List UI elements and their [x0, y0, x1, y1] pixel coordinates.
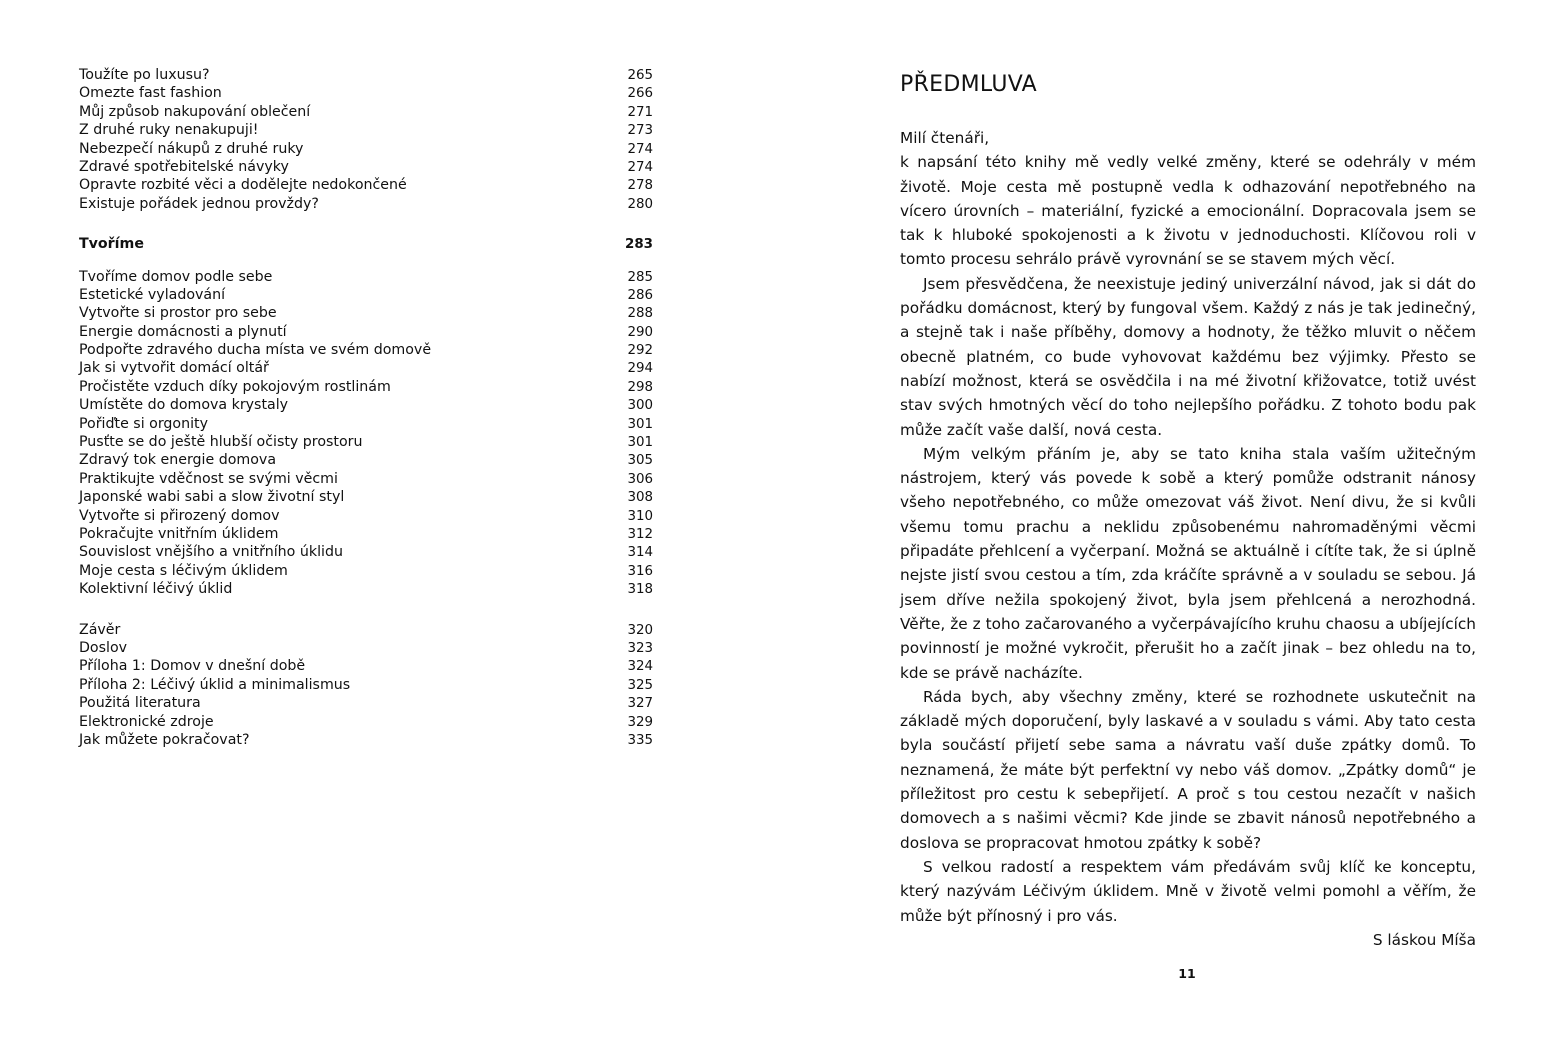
toc-entry	[79, 415, 653, 433]
toc-entry-title: Japonské wabi sabi a slow životní styl	[79, 489, 345, 506]
toc-entry	[79, 268, 653, 286]
toc-entry-page: 310	[627, 508, 653, 524]
toc-entry-page: 288	[627, 306, 653, 322]
toc-entry-page: 294	[627, 361, 653, 377]
toc-entry	[79, 580, 653, 598]
page-number: 11	[1178, 966, 1196, 981]
toc-entry-page: 274	[627, 159, 653, 175]
toc-entry-title: Omezte fast fashion	[79, 85, 222, 102]
toc-entry-title: Závěr	[79, 621, 121, 638]
paragraph: Jsem přesvědčena, že neexistuje jediný univerzální návod, jak si dát do pořádku domácnost, který by fungoval všem. Každý z nás je tak jedinečný, a stejně tak i naše příběhy, domovy a hodnoty, že těžko mluvit o něčem obecně platném, co bude vyhovovat každému bez výjimky. Přesto se nabízí možnost, která se osvědčila i na mé životní křižovatce, totiž uvést stav svých hmotných věcí do toho nejlepšího pořádku. Z tohoto bodu pak může začít vaše další, nová cesta.	[900, 274, 1476, 439]
toc-group-3	[79, 621, 653, 750]
toc-entry-title: Toužíte po luxusu?	[79, 67, 210, 83]
toc-entry-title: Moje cesta s léčivým úklidem	[79, 562, 288, 579]
toc-entry-title: Příloha 1: Domov v dnešní době	[79, 658, 306, 675]
toc-entry-title: Existuje pořádek jednou provždy?	[79, 195, 319, 212]
toc-entry	[79, 525, 653, 543]
toc-section-heading	[79, 235, 653, 253]
toc-entry	[79, 66, 653, 84]
toc-entry-page: 323	[627, 640, 653, 656]
toc-entry-page: 300	[627, 398, 653, 414]
signature: S láskou Míša	[1372, 930, 1476, 949]
toc-entry-title: Zdravé spotřebitelské návyky	[79, 158, 289, 175]
toc-entry	[79, 195, 653, 213]
toc-entry-page: 318	[627, 582, 653, 598]
toc-entry	[79, 713, 653, 731]
toc-entry-title: Estetické vyladování	[79, 286, 226, 303]
toc-entry-title: Zdravý tok energie domova	[79, 452, 277, 469]
toc-entry-title: Můj způsob nakupování oblečení	[79, 103, 311, 120]
toc-entry	[79, 341, 653, 359]
toc-entry	[79, 176, 653, 194]
toc-entry-page: 325	[627, 677, 653, 693]
paragraph: k napsání této knihy mě vedly velké změny, které se odehrály v mém životě. Moje cesta mě postupně vedla k odhazování nepotřebného na vícero úrovních – materiální, fyzické a emocionální. Dopracovala jsem se tak k hluboké spokojenosti a k životu v jednoduchosti. Klíčovou roli v tomto procesu sehrálo právě vyrovnání se se stavem mých věcí.	[900, 153, 1476, 269]
toc-entry	[79, 396, 653, 414]
toc-entry-title: Použitá literatura	[79, 695, 201, 712]
toc-entry-page: 271	[627, 104, 653, 120]
paragraph: S velkou radostí a respektem vám předávám svůj klíč ke konceptu, který nazývám Léčivým úklidem. Mně v životě velmi pomohl a věřím, že může být přínosný i pro vás.	[900, 857, 1476, 925]
toc-entry-page: 316	[627, 563, 653, 579]
toc-entry-page: 305	[627, 453, 653, 469]
toc-entry-page: 273	[627, 123, 653, 139]
chapter-title: PŘEDMLUVA	[900, 72, 1038, 97]
toc-entry-title: Pořiďte si orgonity	[79, 415, 208, 432]
toc-entry	[79, 470, 653, 488]
toc-entry-page: 308	[627, 490, 653, 506]
toc-entry-page: 274	[627, 141, 653, 157]
toc-entry	[79, 158, 653, 176]
table-of-contents	[79, 66, 653, 749]
toc-entry-title: Energie domácnosti a plynutí	[79, 323, 287, 340]
toc-entry	[79, 657, 653, 675]
toc-entry-page: 301	[627, 416, 653, 432]
toc-entry-page: 301	[627, 435, 653, 451]
toc-entry-page: 320	[627, 622, 653, 638]
toc-group-1	[79, 66, 653, 213]
toc-entry	[79, 304, 653, 322]
toc-entry-page: 285	[627, 269, 653, 285]
paragraph: Ráda bych, aby všechny změny, které se rozhodnete uskutečnit na základě mých doporučení, byly laskavé a v souladu s vámi. Aby tato cesta byla součástí přijetí sebe sama a návratu vaší duše zpátky domů. To neznamená, že máte být perfektní vy nebo váš domov. „Zpátky domů“ je příležitost pro cestu k sebepřijetí. A proč s tou cestou nezačít v našich domovech a s našimi věcmi? Kde jinde se zbavit nánosů nepotřebného a doslova se propracovat hmotou zpátky k sobě?	[900, 687, 1476, 852]
toc-entry	[79, 621, 653, 639]
toc-entry	[79, 731, 653, 749]
toc-entry-title: Pokračujte vnitřním úklidem	[79, 525, 279, 542]
paragraph: Mým velkým přáním je, aby se tato kniha stala vaším užitečným nástrojem, který vás povede k sobě a který pomůže odstranit nánosy všeho nepotřebného, co může omezovat váš život. Není divu, že si kvůli všemu tomu prachu a neklidu způsobenému nahromaděnými věcmi připadáte přehlcení a vyčerpaní. Možná se aktuálně i cítíte tak, že si úplně nejste jistí svou cestou a tím, zda kráčíte správně a v souladu se sebou. Já jsem dříve nežila spokojený život, byla jsem přehlcená a nerozhodná. Věřte, že z toho začarovaného a vyčerpávajícího kruhu chaosu a ubíjejících povinností je možné vykročit, přerušit ho a začít jinak – bez ohledu na to, kde se právě nacházíte.	[900, 444, 1476, 682]
toc-entry-title: Tvoříme domov podle sebe	[79, 268, 273, 285]
salutation: Milí čtenáři,	[900, 129, 990, 147]
toc-entry-title: Pusťte se do ještě hlubší očisty prostoru	[79, 434, 363, 451]
toc-entry	[79, 103, 653, 121]
toc-entry-title: Souvislost vnějšího a vnitřního úklidu	[79, 544, 343, 561]
toc-entry-title: Podpořte zdravého ducha místa ve svém domově	[79, 342, 432, 359]
toc-entry	[79, 121, 653, 139]
toc-section-title: Tvoříme	[79, 236, 144, 253]
toc-spacer	[79, 213, 653, 235]
toc-section-page: 283	[625, 237, 653, 253]
toc-entry-title: Jak si vytvořit domácí oltář	[79, 360, 269, 377]
toc-entry	[79, 507, 653, 525]
toc-entry	[79, 639, 653, 657]
toc-entry-title: Umístěte do domova krystaly	[79, 397, 289, 414]
toc-entry-page: 278	[627, 178, 653, 194]
toc-entry-page: 266	[627, 86, 653, 102]
toc-entry-title: Příloha 2: Léčivý úklid a minimalismus	[79, 676, 351, 693]
toc-entry-title: Pročistěte vzduch díky pokojovým rostlinám	[79, 378, 391, 395]
toc-entry-title: Elektronické zdroje	[79, 713, 214, 730]
toc-entry-title: Praktikujte vděčnost se svými věcmi	[79, 470, 338, 487]
toc-entry-title: Jak můžete pokračovat?	[79, 731, 250, 748]
toc-entry-title: Doslov	[79, 639, 128, 656]
toc-entry	[79, 433, 653, 451]
toc-entry	[79, 543, 653, 561]
toc-entry-title: Kolektivní léčivý úklid	[79, 581, 233, 598]
toc-spacer	[79, 599, 653, 621]
toc-entry-page: 306	[627, 471, 653, 487]
toc-entry-page: 324	[627, 659, 653, 675]
toc-entry-page: 312	[627, 526, 653, 542]
toc-entry	[79, 84, 653, 102]
toc-entry-title: Opravte rozbité věci a dodělejte nedokončené	[79, 177, 407, 194]
toc-entry-title: Vytvořte si přirozený domov	[79, 507, 280, 524]
toc-entry	[79, 359, 653, 377]
toc-entry	[79, 286, 653, 304]
toc-entry-page: 265	[627, 68, 653, 83]
toc-entry	[79, 562, 653, 580]
toc-entry-page: 292	[627, 343, 653, 359]
toc-entry	[79, 323, 653, 341]
toc-group-2	[79, 268, 653, 599]
toc-entry	[79, 378, 653, 396]
toc-entry-title: Nebezpečí nákupů z druhé ruky	[79, 140, 304, 157]
toc-entry	[79, 488, 653, 506]
toc-entry	[79, 676, 653, 694]
toc-entry-page: 280	[627, 196, 653, 212]
toc-entry-page: 329	[627, 714, 653, 730]
toc-spacer	[79, 254, 653, 268]
toc-entry-page: 327	[627, 696, 653, 712]
toc-entry-page: 298	[627, 379, 653, 395]
toc-entry-title: Vytvořte si prostor pro sebe	[79, 305, 277, 322]
toc-entry	[79, 451, 653, 469]
toc-entry-page: 314	[627, 545, 653, 561]
preface-body	[900, 126, 1476, 952]
toc-entry	[79, 140, 653, 158]
toc-entry	[79, 694, 653, 712]
toc-entry-page: 286	[627, 287, 653, 303]
toc-entry-title: Z druhé ruky nenakupuji!	[79, 122, 259, 139]
toc-entry-page: 290	[627, 324, 653, 340]
toc-entry-page: 335	[627, 732, 653, 748]
